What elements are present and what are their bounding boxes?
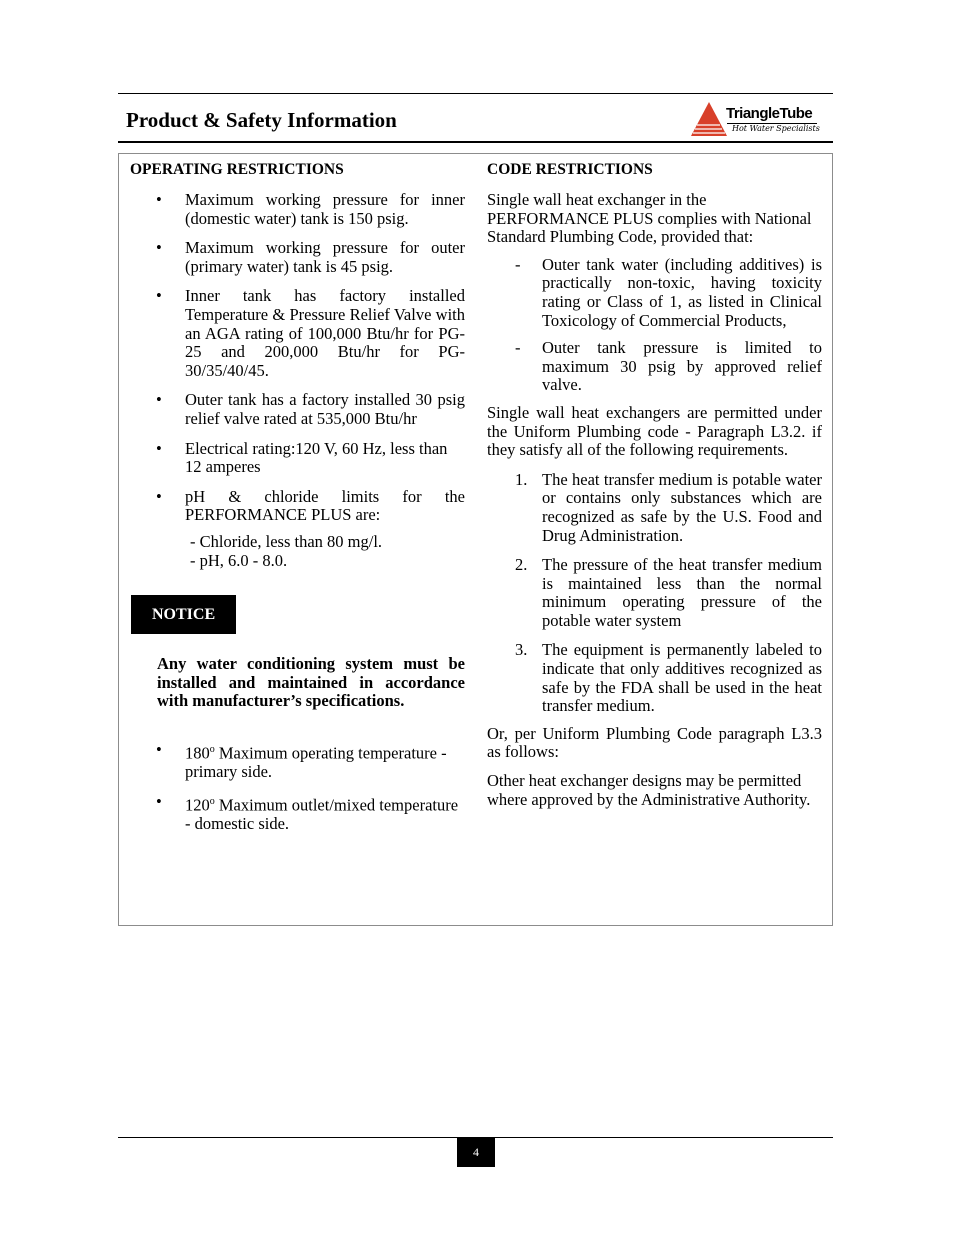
requirement-number: 3. (515, 640, 528, 660)
page-title: Product & Safety Information (126, 108, 397, 132)
bullet-text: pH & chloride limits for the PERFORMANCE PLUS are: (185, 486, 465, 525)
page-number: 4 (457, 1138, 495, 1167)
bullet-text: Maximum outlet/mixed temperature - domestic side. (185, 795, 459, 833)
chloride-limit: - Chloride, less than 80 mg/l. (190, 531, 383, 551)
requirement-number: 2. (515, 555, 528, 575)
bullet-icon: • (156, 739, 162, 759)
notice-text: Any water conditioning system must be installed and maintained in accordance with manufacturer’s specifications. (157, 654, 465, 711)
dash-marker: - (515, 254, 521, 274)
bullet-icon: • (156, 286, 162, 306)
bullet-item (130, 793, 465, 834)
final-paragraph: Other heat exchanger designs may be permitted where approved by the Administrative Authority. (487, 771, 811, 809)
logo-name: TriangleTube (726, 105, 813, 122)
requirement-number: 1. (515, 469, 528, 489)
bullet-text: Maximum working pressure for outer (primary water) tank is 45 psig. (185, 238, 465, 276)
condition-text: Outer tank water (including additives) is practically non-toxic, having toxicity rating or Class of 1, as listed in Clinical Toxicology of Commercial Products, (542, 254, 822, 330)
temp-value: 120 (185, 795, 210, 815)
triangle-tube-logo (690, 101, 825, 139)
bullet-icon: • (156, 238, 162, 258)
bullet-text: Maximum operating temperature - primary side. (185, 743, 447, 781)
code-restrictions-column (487, 154, 822, 809)
degree-sup: o (209, 743, 215, 755)
bullet-text: Maximum working pressure for inner (domestic water) tank is 150 psig. (185, 190, 465, 228)
chemistry-limits (130, 533, 465, 570)
intro-paragraph: Single wall heat exchanger in the PERFORMANCE PLUS complies with National Standard Plumbing Code, provided that: (487, 190, 812, 247)
requirement-text: The equipment is permanently labeled to indicate that only additives recognized as safe by the FDA shall be used in the heat transfer medium. (542, 640, 822, 716)
bullet-item (130, 391, 465, 428)
bullet-icon: • (156, 190, 162, 209)
condition-item (487, 339, 822, 395)
bullet-text: Electrical rating:120 V, 60 Hz, less than 12 amperes (185, 438, 448, 477)
condition-item (487, 256, 822, 330)
bullet-item (130, 741, 465, 782)
operating-restrictions-heading: OPERATING RESTRICTIONS (130, 161, 344, 178)
temp-value: 180 (185, 743, 210, 763)
bullet-item (130, 488, 465, 525)
top-rule (118, 93, 833, 94)
bullet-text: Outer tank has a factory installed 30 psig relief valve rated at 535,000 Btu/hr (185, 390, 465, 428)
requirement-item (487, 471, 822, 545)
bullet-item (130, 440, 465, 477)
content-box (118, 153, 833, 926)
bullet-icon: • (156, 438, 162, 458)
alternate-paragraph: Or, per Uniform Plumbing Code paragraph L3.3 as follows: (487, 723, 822, 762)
requirement-item (487, 556, 822, 630)
bullet-icon: • (156, 486, 162, 506)
requirement-item (487, 641, 822, 715)
bullet-item (130, 239, 465, 276)
condition-text: Outer tank pressure is limited to maximum 30 psig by approved relief valve. (542, 338, 822, 395)
bullet-icon: • (156, 390, 162, 410)
bullet-item (130, 287, 465, 380)
bullet-icon: • (156, 791, 162, 811)
degree-sup: o (209, 795, 215, 807)
bullet-text: Inner tank has factory installed Temperature & Pressure Relief Valve with an AGA rating of 100,000 Btu/hr for PG-25 and 200,000 Btu/hr for PG-30/35/40/45. (185, 286, 465, 380)
uniform-code-paragraph: Single wall heat exchangers are permitted under the Uniform Plumbing code - Paragraph L3.2. if they satisfy all of the following requirements. (487, 402, 822, 460)
logo-tagline: Hot Water Specialists (732, 124, 820, 133)
bullet-item (130, 191, 465, 228)
requirement-text: The heat transfer medium is potable water or contains only substances which are recognized as safe by the U.S. Food and Drug Administration. (542, 469, 822, 545)
notice-badge: NOTICE (131, 595, 236, 634)
ph-limit: - pH, 6.0 - 8.0. (190, 550, 288, 570)
title-rule (118, 141, 833, 143)
operating-restrictions-column (130, 154, 465, 833)
code-restrictions-heading: CODE RESTRICTIONS (487, 161, 653, 178)
requirement-text: The pressure of the heat transfer medium is maintained less than the normal minimum operating pressure of the potable water system (542, 555, 822, 630)
triangle-logo-icon (690, 101, 728, 137)
dash-marker: - (515, 338, 521, 358)
